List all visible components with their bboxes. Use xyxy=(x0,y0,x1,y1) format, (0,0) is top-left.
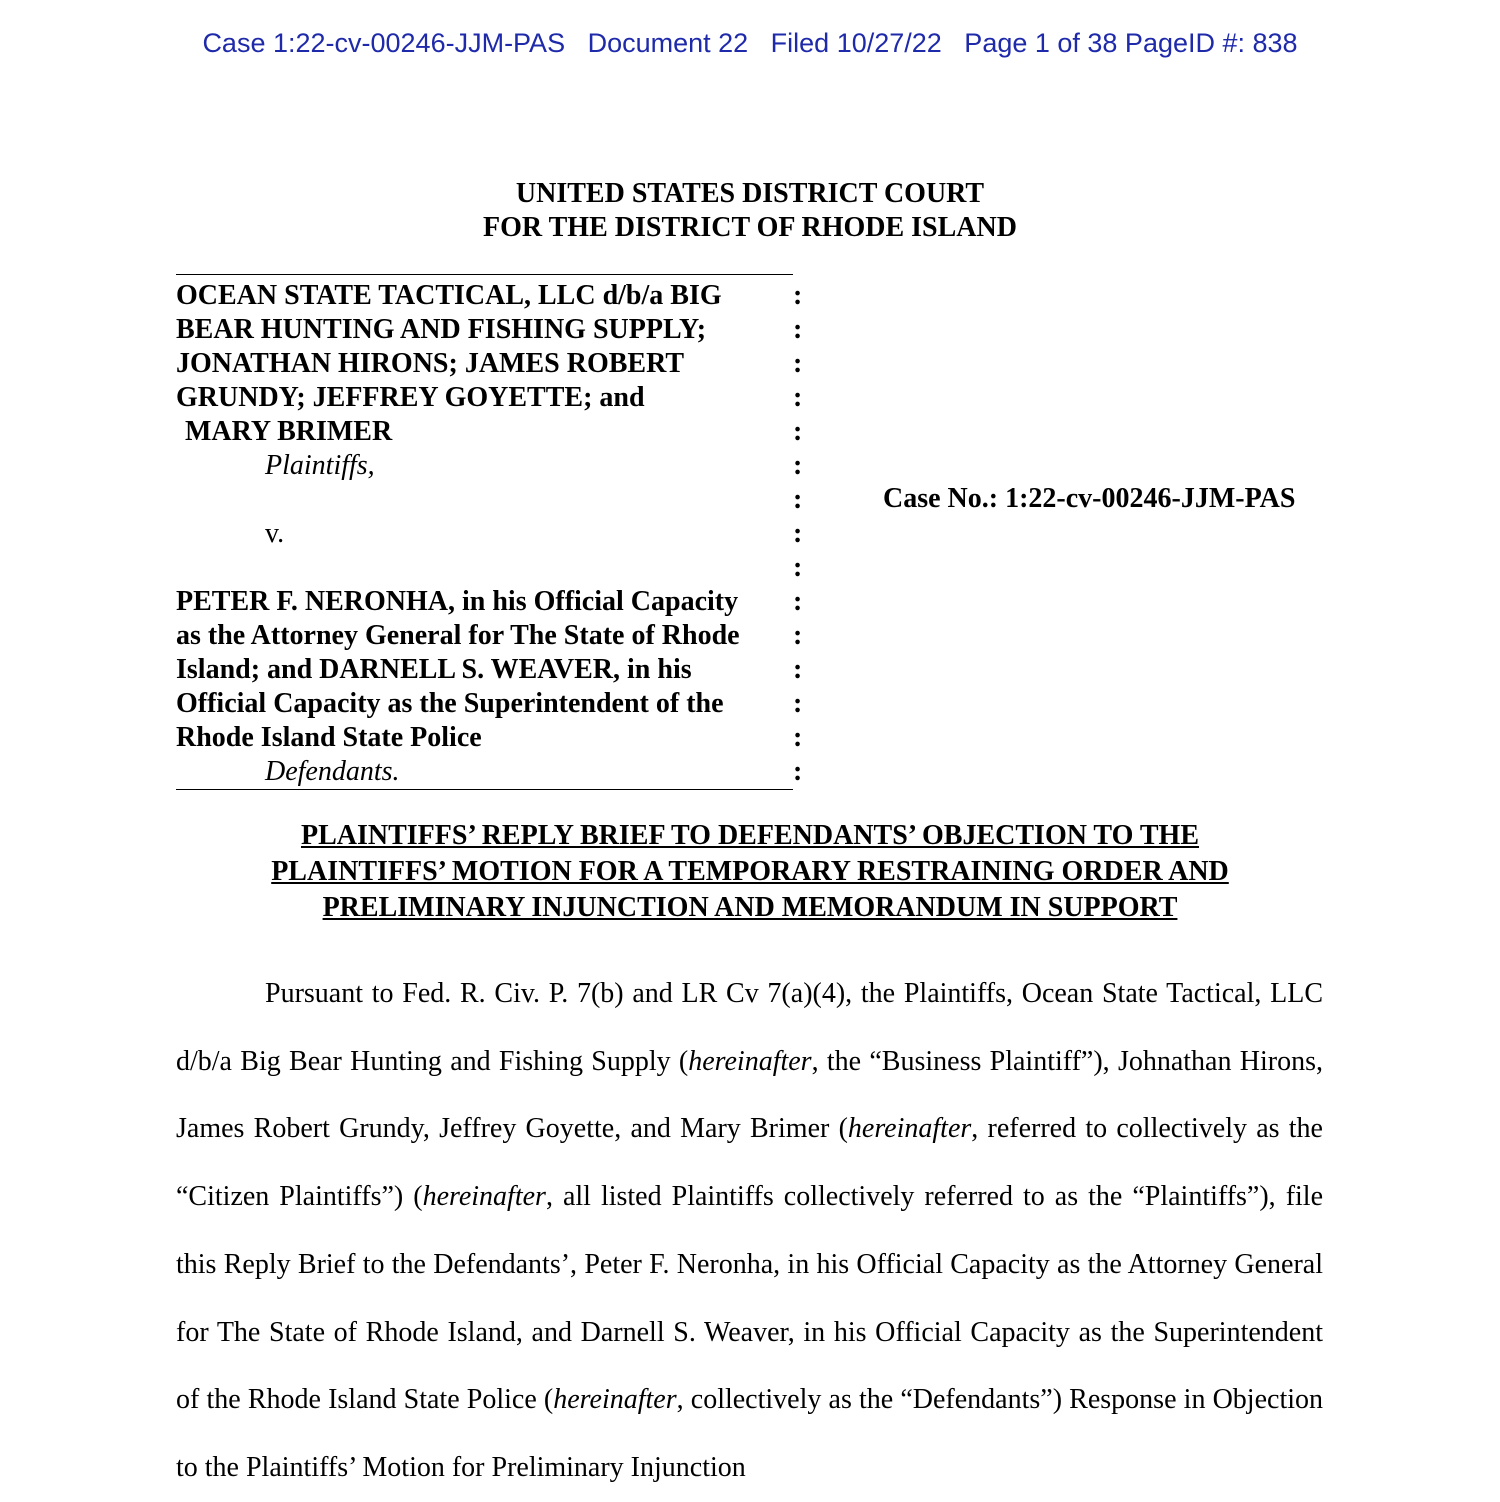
body-text-segment: , referred to collectively as the “Citizen Plaintiffs”) ( xyxy=(176,1113,1323,1213)
plaintiff-line: BEAR HUNTING AND FISHING SUPPLY; xyxy=(176,314,707,345)
versus: v. xyxy=(265,518,285,549)
court-district: FOR THE DISTRICT OF RHODE ISLAND xyxy=(483,212,1017,243)
brief-title-line: PLAINTIFFS’ MOTION FOR A TEMPORARY RESTRAINING ORDER AND xyxy=(271,856,1229,887)
defendants-role: Defendants. xyxy=(176,755,793,790)
court-heading xyxy=(0,177,1500,245)
plaintiff-line: GRUNDY; JEFFREY GOYETTE; and xyxy=(176,382,645,413)
caption-colon: : xyxy=(793,654,803,685)
caption-colon: : xyxy=(793,586,803,617)
body-text-segment: , all listed Plaintiffs collectively referred to as the “Plaintiffs”), file this Reply Brief to the Defendants’, Peter F. Neronha, in his Official Capacity as the Attorney General for The State of Rhode Island, and Darnell S. Weaver, in his Official Capacity as the Superintendent of the Rhode Island State Police ( xyxy=(176,1181,1324,1416)
plaintiff-line: OCEAN STATE TACTICAL, LLC d/b/a BIG xyxy=(176,280,722,311)
caption-colon: : xyxy=(793,348,803,379)
hereinafter-term: hereinafter xyxy=(422,1181,546,1213)
plaintiff-line: JONATHAN HIRONS; JAMES ROBERT xyxy=(176,348,684,379)
defendant-line: Official Capacity as the Superintendent of the xyxy=(176,688,724,719)
case-caption-parties xyxy=(176,279,786,790)
filing-header: Case 1:22-cv-00246-JJM-PAS Document 22 Filed 10/27/22 Page 1 of 38 PageID #: 838 xyxy=(202,28,1298,58)
caption-colon-column xyxy=(793,279,805,789)
brief-title-line: PRELIMINARY INJUNCTION AND MEMORANDUM IN SUPPORT xyxy=(322,892,1178,923)
caption-colon: : xyxy=(793,314,803,345)
caption-colon: : xyxy=(793,518,803,549)
caption-colon: : xyxy=(793,450,803,481)
caption-colon: : xyxy=(793,484,803,515)
caption-colon: : xyxy=(793,756,803,787)
body-text-segment: Pursuant to Fed. R. Civ. P. 7(b) and LR Cv 7(a)(4), the Plaintiffs, Ocean State Tactical, LLC d/b/a Big Bear Hunting and Fishing Supply ( xyxy=(176,978,1323,1077)
body-paragraph xyxy=(176,960,1323,1502)
brief-title-line: PLAINTIFFS’ REPLY BRIEF TO DEFENDANTS’ OBJECTION TO THE xyxy=(300,820,1200,851)
caption-colon: : xyxy=(793,620,803,651)
defendant-line: as the Attorney General for The State of Rhode xyxy=(176,620,740,651)
body-text-segment: , the “Business Plaintiff”), Johnathan Hirons, James Robert Grundy, Jeffrey Goyette, and Mary Brimer ( xyxy=(176,1045,1323,1145)
hereinafter-term: hereinafter xyxy=(553,1384,677,1416)
hereinafter-term: hereinafter xyxy=(847,1113,972,1145)
defendant-line: PETER F. NERONHA, in his Official Capacity xyxy=(176,586,739,617)
caption-colon: : xyxy=(793,382,803,413)
plaintiff-line: MARY BRIMER xyxy=(185,416,393,447)
defendant-line: Rhode Island State Police xyxy=(176,722,482,753)
caption-colon: : xyxy=(793,722,803,753)
caption-colon: : xyxy=(793,280,803,311)
defendant-line: Island; and DARNELL S. WEAVER, in his xyxy=(176,654,692,685)
case-number: Case No.: 1:22-cv-00246-JJM-PAS xyxy=(883,483,1296,514)
court-name: UNITED STATES DISTRICT COURT xyxy=(515,178,985,209)
caption-colon: : xyxy=(793,416,803,447)
brief-title xyxy=(0,818,1500,926)
plaintiffs-role: Plaintiffs, xyxy=(265,450,375,481)
caption-colon: : xyxy=(793,688,803,719)
hereinafter-term: hereinafter xyxy=(688,1045,812,1077)
body-text-segment: , collectively as the “Defendants”) Response in Objection to the Plaintiffs’ Motion for Preliminary Injunction xyxy=(176,1384,1323,1483)
caption-top-rule xyxy=(176,274,793,275)
caption-colon: : xyxy=(793,552,803,583)
